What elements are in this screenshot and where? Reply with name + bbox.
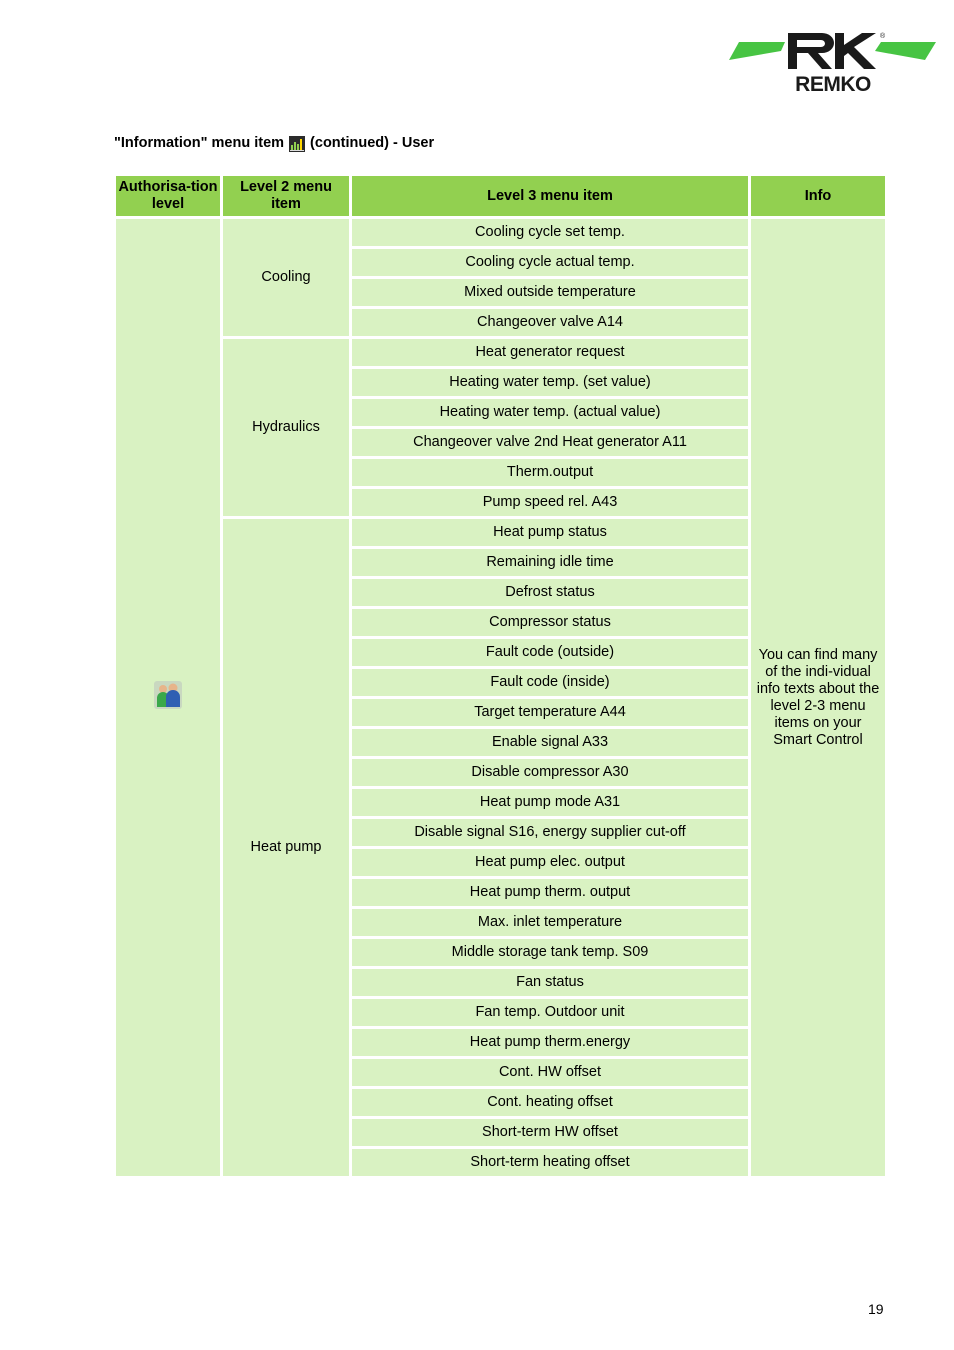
- level3-cell: Short-term HW offset: [352, 1119, 748, 1146]
- level3-cell: Heat pump mode A31: [352, 789, 748, 816]
- table-body: [116, 219, 885, 1176]
- level3-cell: Changeover valve 2nd Heat generator A11: [352, 429, 748, 456]
- table-row: [116, 219, 885, 246]
- level3-cell: Heat pump status: [352, 519, 748, 546]
- header-level2: Level 2 menu item: [223, 176, 349, 216]
- level2-cell: Cooling: [223, 219, 349, 336]
- header-row: [116, 176, 885, 216]
- brand-text: REMKO: [795, 73, 871, 94]
- level3-cell: Disable compressor A30: [352, 759, 748, 786]
- info-cell: You can find many of the indi-vidual info texts about the level 2-3 menu items on your Smart Control: [751, 219, 885, 1176]
- info-chart-icon: [289, 136, 305, 152]
- level3-cell: Defrost status: [352, 579, 748, 606]
- level3-cell: Max. inlet temperature: [352, 909, 748, 936]
- level3-cell: Heat pump therm.energy: [352, 1029, 748, 1056]
- level3-cell: Target temperature A44: [352, 699, 748, 726]
- level3-cell: Fan status: [352, 969, 748, 996]
- level3-cell: Pump speed rel. A43: [352, 489, 748, 516]
- header-level3: Level 3 menu item: [352, 176, 748, 216]
- remko-logo: [725, 30, 937, 94]
- level3-cell: Compressor status: [352, 609, 748, 636]
- user-group-icon: [154, 681, 182, 709]
- brand-registered-mark: ®: [880, 33, 886, 40]
- level3-cell: Fan temp. Outdoor unit: [352, 999, 748, 1026]
- level3-cell: Enable signal A33: [352, 729, 748, 756]
- heading-suffix: (continued) - User: [310, 135, 435, 151]
- level3-cell: Cooling cycle set temp.: [352, 219, 748, 246]
- level3-cell: Heat pump elec. output: [352, 849, 748, 876]
- header-auth-level: Authorisa-tion level: [116, 176, 220, 216]
- level3-cell: Remaining idle time: [352, 549, 748, 576]
- level3-cell: Cont. heating offset: [352, 1089, 748, 1116]
- level2-cell: Hydraulics: [223, 339, 349, 516]
- heading-prefix: "Information" menu item: [114, 135, 285, 151]
- level3-cell: Therm.output: [352, 459, 748, 486]
- auth-level-cell: [116, 219, 220, 1176]
- level3-cell: Middle storage tank temp. S09: [352, 939, 748, 966]
- level3-cell: Disable signal S16, energy supplier cut-off: [352, 819, 748, 846]
- level3-cell: Short-term heating offset: [352, 1149, 748, 1176]
- level3-cell: Fault code (outside): [352, 639, 748, 666]
- level3-cell: Heat generator request: [352, 339, 748, 366]
- level3-cell: Mixed outside temperature: [352, 279, 748, 306]
- level3-cell: Changeover valve A14: [352, 309, 748, 336]
- level3-cell: Cooling cycle actual temp.: [352, 249, 748, 276]
- level3-cell: Cont. HW offset: [352, 1059, 748, 1086]
- section-heading: [114, 135, 434, 151]
- menu-table: [113, 173, 888, 1179]
- level3-cell: Heating water temp. (actual value): [352, 399, 748, 426]
- level3-cell: Heat pump therm. output: [352, 879, 748, 906]
- page-number: 19: [868, 1301, 884, 1317]
- level2-cell: Heat pump: [223, 519, 349, 1176]
- level3-cell: Heating water temp. (set value): [352, 369, 748, 396]
- level3-cell: Fault code (inside): [352, 669, 748, 696]
- header-info: Info: [751, 176, 885, 216]
